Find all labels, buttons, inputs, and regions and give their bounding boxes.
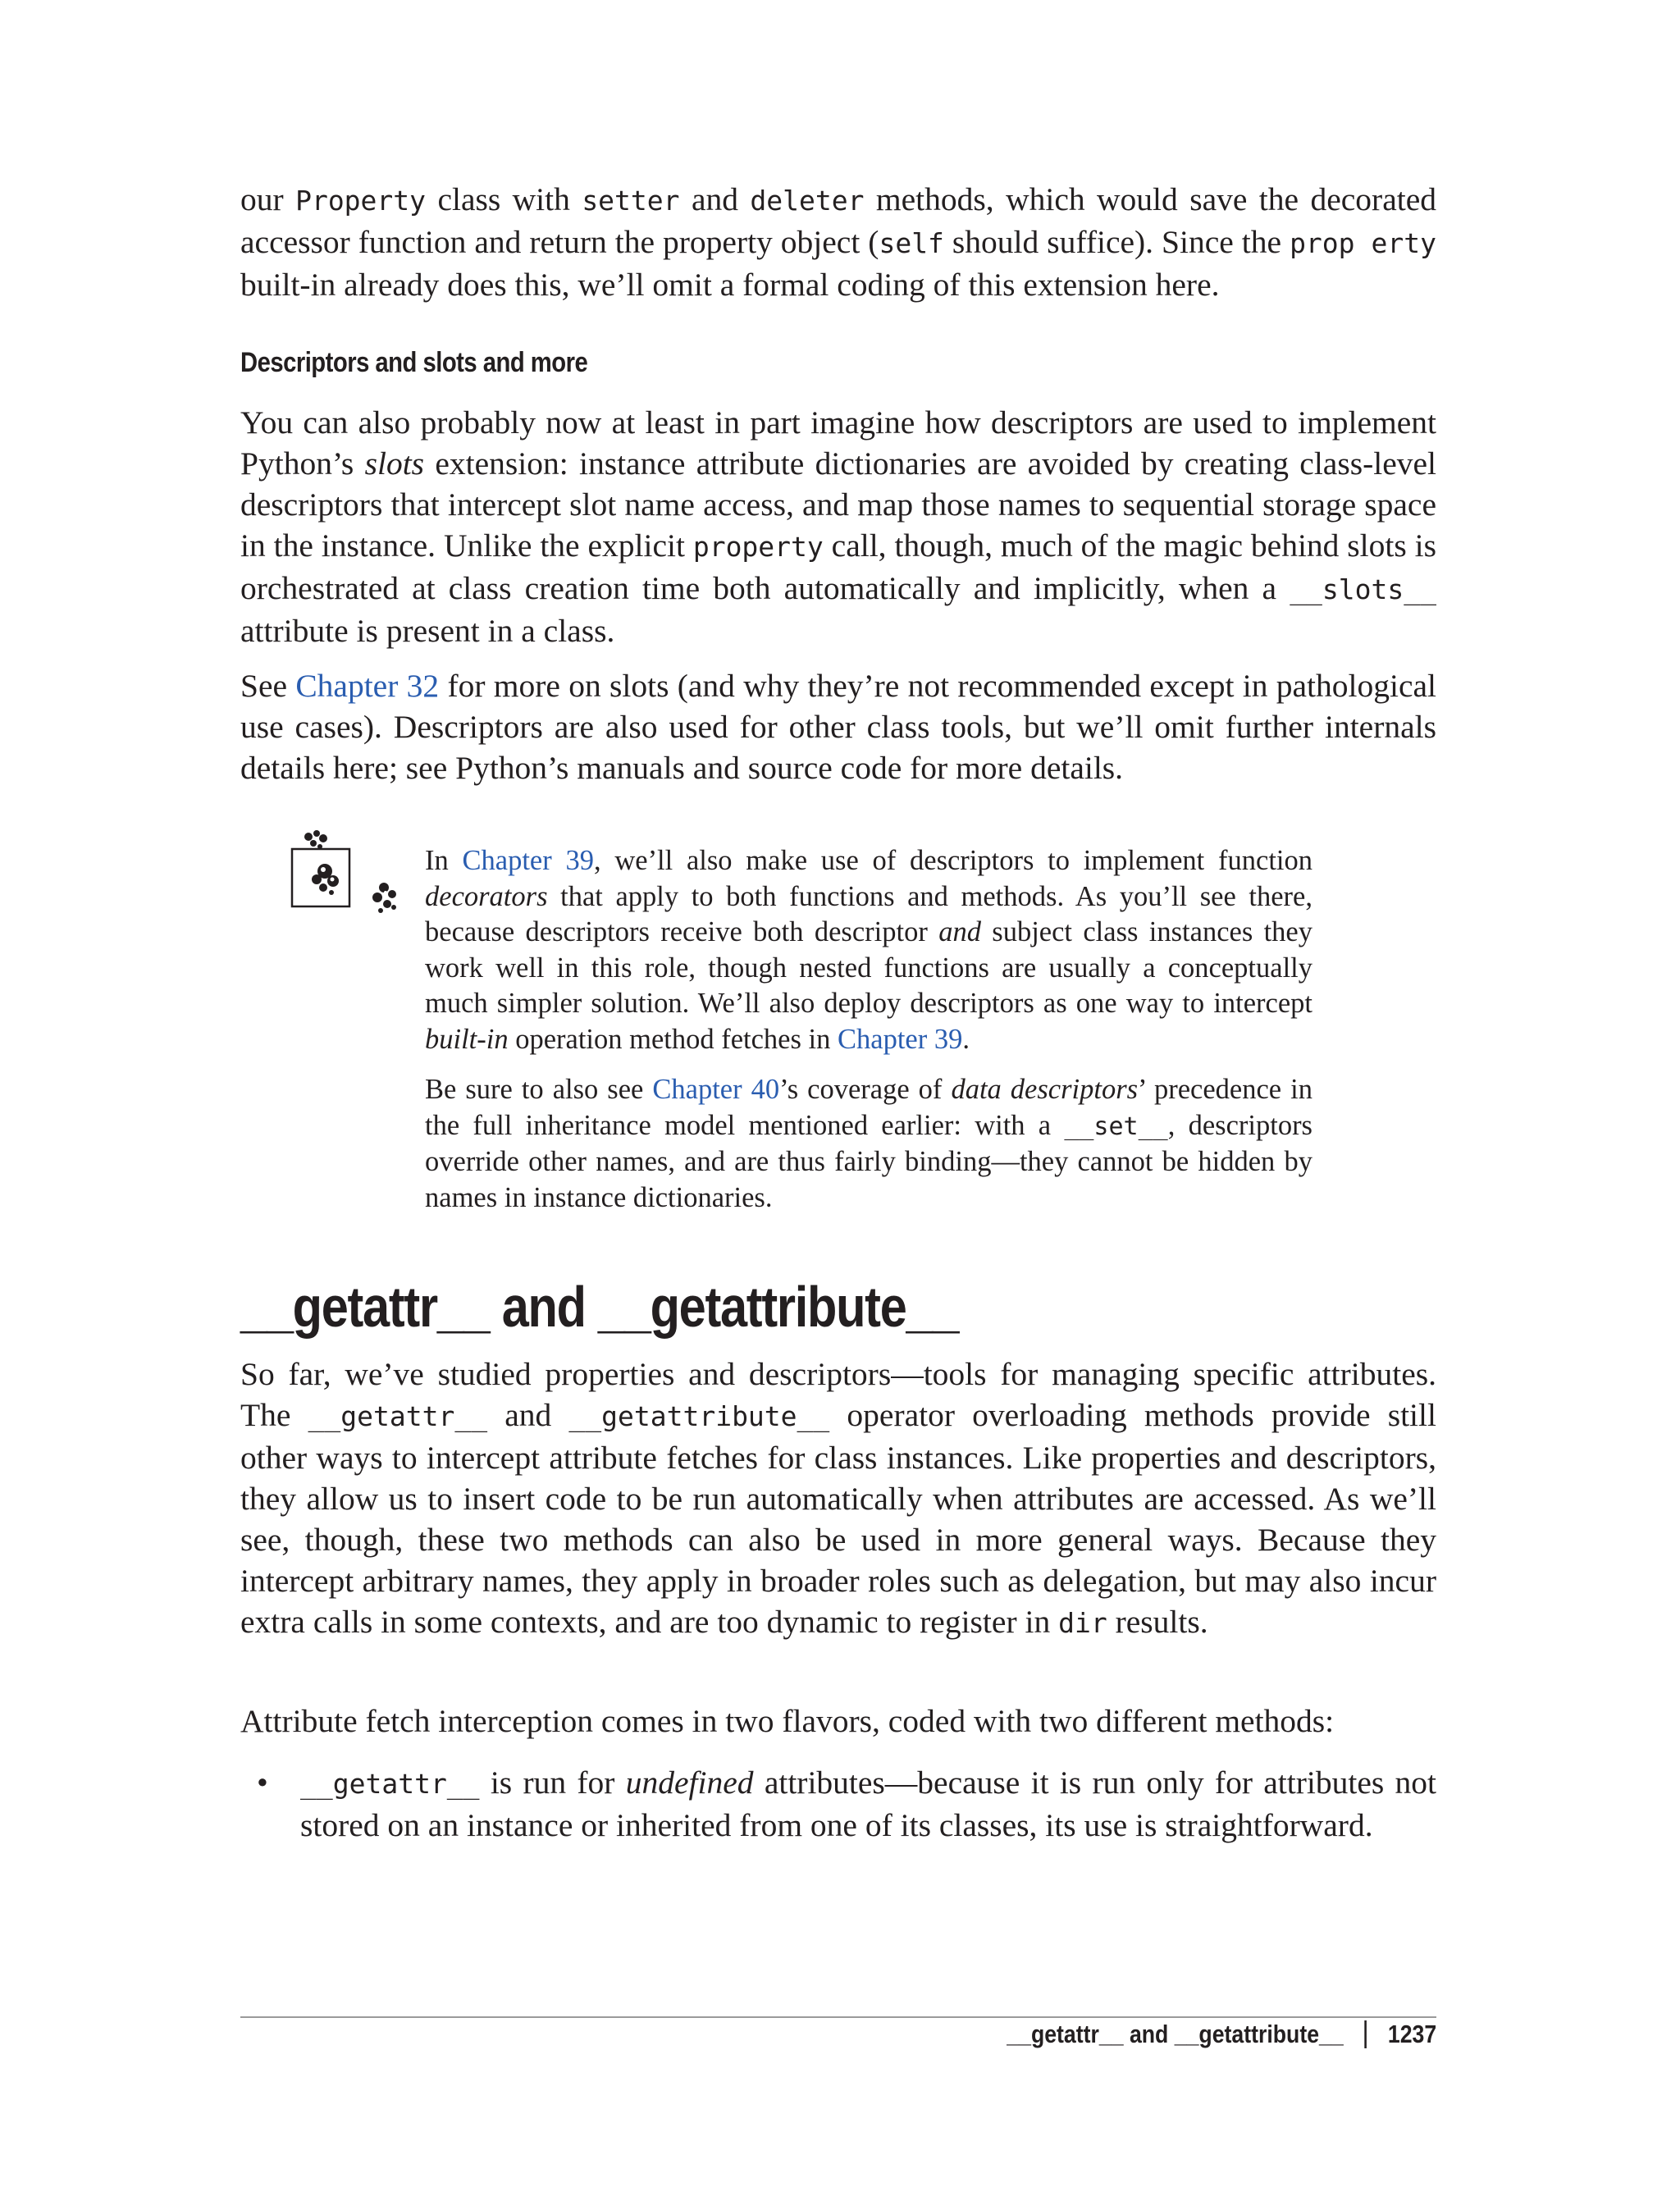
code-property-builtin: prop erty [1290,227,1436,259]
bullet-icon: • [257,1764,268,1801]
code-getattribute: __getattribute__ [568,1400,830,1432]
bullet-list [240,1762,1436,1846]
code-self: self [879,227,944,259]
paragraph-property-extension: our Property class with setter and deleter methods, which would save the decorated accessor function and return the property object (self should suffice). Since the prop erty built-in already does this, we’ll omit a formal coding of this extension here. [240,181,1436,303]
list-item: • __getattr__ is run for undefined attributes—because it is run only for attributes not stored on an instance or inherited from one of its classes, its use is straightforward. [240,1762,1436,1846]
note-box [425,843,1312,1216]
link-chapter-39[interactable]: Chapter 39 [462,845,594,876]
paragraph-slots: You can also probably now at least in part imagine how descriptors are used to implement Python’s slots extension: instance attribute dictionaries are avoided by creating class-level descriptors that intercept slot name access, and map those names to sequential storage space in the instance. Unlike the explicit property call, though, much of the magic behind slots is orchestrated at class creation time both automatically and implicitly, when a __slots__ attribute is present in a class. [240,404,1436,649]
link-chapter-32[interactable]: Chapter 32 [295,668,440,704]
paragraph-two-flavors: Attribute fetch interception comes in two flavors, coded with two different methods: [240,1703,1335,1739]
section-heading: __getattr__ and __getattribute__ [240,1275,959,1339]
link-chapter-39-second[interactable]: Chapter 39 [838,1023,963,1055]
link-chapter-40[interactable]: Chapter 40 [652,1074,780,1105]
subsection-heading: Descriptors and slots and more [240,347,588,378]
code-dir: dir [1058,1607,1107,1639]
code-property: Property [295,185,427,217]
footer-rule [240,2016,1436,2018]
page-number: 1237 [1387,2020,1436,2048]
code-getattr-bullet: __getattr__ [300,1768,480,1800]
footer-separator [1364,2020,1367,2048]
paragraph-see-chapter-32: See Chapter 32 for more on slots (and why they’re not recommended except in pathological use cases). Descriptors are also used for other class tools, but we’ll omit further internals details here; see Python’s manuals and source code for more details. [240,668,1436,786]
code-setter: setter [582,185,680,217]
note-paragraph-data-descriptors: Be sure to also see Chapter 40’s coverage of data descriptors’ precedence in the full inheritance model mentioned earlier: with a __set__, descriptors override other names, and are thus fairly binding—they cannot be hidden by names in instance dictionaries. [425,1074,1312,1213]
code-slots: __slots__ [1290,573,1436,605]
paragraph-getattr-intro: So far, we’ve studied properties and descriptors—tools for managing specific attributes. The __getattr__ and __getattribute__ operator overloading methods provide still other ways to intercept attribute fetches for class instances. Like properties and descriptors, they allow us to insert code to be run automatically when attributes are accessed. As we’ll see, though, these two methods can also be used in more general ways. Because they intercept arbitrary names, they apply in broader roles such as delegation, but may also incur extra calls in some contexts, and are too dynamic to register in dir results. [240,1356,1436,1640]
code-set: __set__ [1064,1112,1168,1141]
page-footer [1007,2020,1436,2049]
code-property-call: property [692,531,824,563]
tarsier-note-icon [285,829,409,935]
running-head: __getattr__ and __getattribute__ [1007,2020,1344,2048]
code-deleter: deleter [750,185,865,217]
code-getattr: __getattr__ [308,1400,488,1432]
note-paragraph-decorators: In Chapter 39, we’ll also make use of descriptors to implement function decorators that apply to both functions and methods. As you’ll see there, because descriptors receive both descriptor and subject class instances they work well in this role, though nested functions are usually a conceptually much simpler solution. We’ll also deploy descriptors as one way to intercept built-in operation method fetches in Chapter 39. [425,845,1312,1055]
